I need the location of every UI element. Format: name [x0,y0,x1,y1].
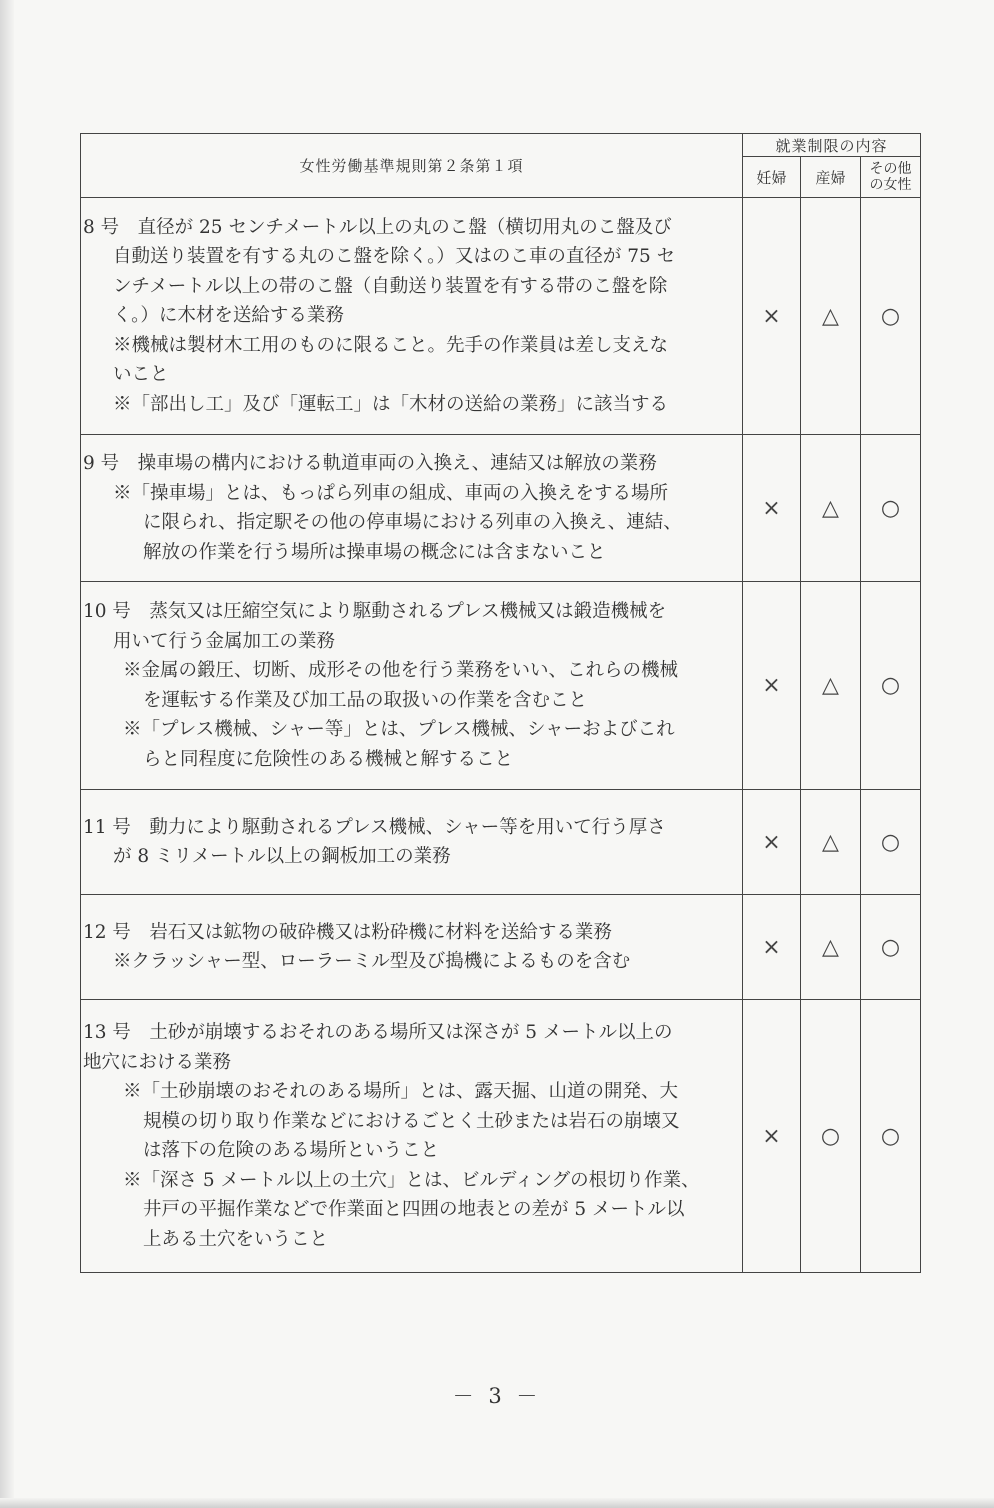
item-line: く。）に木材を送給する業務 [113,305,344,327]
table-row-9 [81,435,921,582]
col-postpartum-header: 産婦 [801,157,861,198]
item-note: 井戸の平掘作業などで作業面と四囲の地表との差が 5 メートル以 [143,1199,685,1220]
item-line: 用いて行う金属加工の業務 [113,630,336,652]
item-line: 10 号 蒸気又は圧縮空気により駆動されるプレス機械又は鍛造機械を [83,601,667,622]
mark-other-women: ○ [861,895,921,1000]
mark-postpartum: △ [801,895,861,1000]
mark-pregnant: × [743,582,801,790]
item-note: ※クラッシャー型、ローラーミル型及び搗機によるものを含む [113,951,631,972]
item-note: ※「土砂崩壊のおそれのある場所」とは、露天掘、山道の開発、大 [123,1081,679,1102]
mark-other-women: ○ [861,790,921,895]
item-line: ンチメートル以上の帯のこ盤（自動送り装置を有する帯のこ盤を除 [113,275,668,297]
mark-other-women: ○ [861,582,921,790]
item-description [81,895,743,1000]
header-row-1 [81,134,921,157]
col-pregnant-header: 妊婦 [743,157,801,198]
item-line: 8 号 直径が 25 センチメートル以上の丸のこ盤（横切用丸のこ盤及び [83,216,672,238]
item-note: ※「操車場」とは、もっぱら列車の組成、車両の入換えをする場所 [113,482,669,504]
item-description [81,435,743,582]
item-description [81,582,743,790]
mark-pregnant: × [743,198,801,435]
item-description [81,198,743,435]
table-row-12 [81,895,921,1000]
item-note: 規模の切り取り作業などにおけるごとく土砂または岩石の崩壊又 [143,1110,680,1132]
mark-pregnant: × [743,1000,801,1273]
table-row-13 [81,1000,921,1273]
item-line: 12 号 岩石又は鉱物の破砕機又は粉砕機に材料を送給する業務 [83,921,612,943]
item-note: ※「深さ 5 メートル以上の土穴」とは、ビルディングの根切り作業、 [123,1169,700,1191]
scan-edge-shadow [0,0,14,1508]
item-description [81,790,743,895]
item-note: ※機械は製材木工用のものに限ること。先手の作業員は差し支えな [113,334,669,356]
item-note: は落下の危険のある場所ということ [143,1140,440,1161]
table-row-11 [81,790,921,895]
item-note: ※「プレス機械、シャー等」とは、プレス機械、シャーおよびこれ [123,719,675,740]
item-line: が 8 ミリメートル以上の鋼板加工の業務 [113,846,451,867]
work-restriction-table [80,133,921,1273]
item-line: 11 号 動力により駆動されるプレス機械、シャー等を用いて行う厚さ [83,816,666,838]
mark-other-women: ○ [861,198,921,435]
col-other-line-2: の女性 [869,177,912,193]
item-line: 地穴における業務 [83,1051,232,1073]
mark-other-women: ○ [861,1000,921,1273]
item-line: 9 号 操車場の構内における軌道車両の入換え、連結又は解放の業務 [83,453,657,474]
item-note: いこと [113,364,169,386]
mark-other-women: ○ [861,435,921,582]
mark-postpartum: △ [801,790,861,895]
item-line: 13 号 土砂が崩壊するおそれのある場所又は深さが 5 メートル以上の [83,1022,673,1043]
restriction-group-header: 就業制限の内容 [743,134,921,157]
scan-bottom-shadow [0,1498,994,1508]
col-other-line-1: その他 [869,161,912,177]
mark-postpartum: △ [801,198,861,435]
item-note: ※金属の鍛圧、切断、成形その他を行う業務をいい、これらの機械 [123,660,679,681]
item-note: らと同程度に危険性のある機械と解すること [143,748,514,770]
item-note: ※「部出し工」及び「運転工」は「木材の送給の業務」に該当する [113,393,669,415]
mark-pregnant: × [743,895,801,1000]
mark-postpartum: △ [801,435,861,582]
item-note: を運転する作業及び加工品の取扱いの作業を含むこと [143,689,588,711]
mark-pregnant: × [743,790,801,895]
item-line: 自動送り装置を有する丸のこ盤を除く。）又はのこ車の直径が 75 セ [113,246,676,268]
table-row-8 [81,198,921,435]
item-note: 上ある土穴をいうこと [143,1228,329,1250]
item-note: に限られ、指定駅その他の停車場における列車の入換え、連結、 [143,512,682,533]
mark-postpartum: ○ [801,1000,861,1273]
table-row-10 [81,582,921,790]
item-note: 解放の作業を行う場所は操車場の概念には含まないこと [143,541,606,563]
mark-postpartum: △ [801,582,861,790]
table-title-header: 女性労働基準規則第２条第１項 [81,134,743,198]
col-other-women-header [861,157,921,198]
item-description [81,1000,743,1273]
mark-pregnant: × [743,435,801,582]
page-number: － 3 － [452,1384,542,1408]
